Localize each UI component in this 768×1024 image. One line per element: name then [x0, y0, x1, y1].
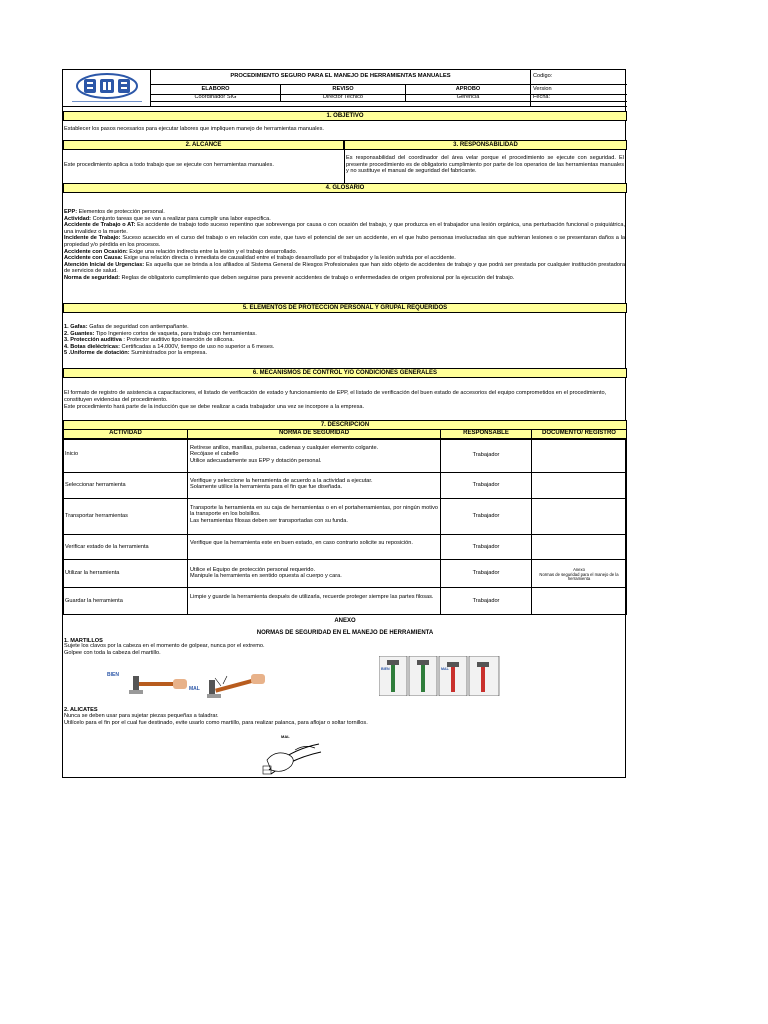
glosario-item: EPP: Elementos de protección personal. [64, 209, 165, 215]
section-objetivo-title: 1. OBJETIVO [63, 111, 627, 121]
epp-item: 4. Botas dieléctricas: Certificadas a 14.000V, tiempo de uso no superior a 6 meses. [64, 343, 275, 350]
anexo-subtitle: NORMAS DE SEGURIDAD EN EL MANEJO DE HERRAMIENTA [256, 630, 434, 636]
row-documento [531, 439, 627, 473]
section-responsabilidad-title: 3. RESPONSABILIDAD [344, 140, 627, 150]
elaboro-value: Coordinador SIG [194, 94, 237, 100]
nail-holding-illustration [379, 656, 501, 696]
glosario-item: Norma de seguridad: Reglas de obligatorio cumplimiento que deben seguirse para prevenir accidentes de trabajo o enfermedades de origen profesional por la ejecución del trabajo. [64, 274, 515, 281]
glosario-item: Actividad: Conjunto tareas que se van a realizar para cumplir una labor especifica. [64, 215, 271, 222]
glosario-item: Accidente de Trabajo o AT: Es accidente de trabajo todo suceso repentino que sobrevenga por causa o con ocasión del trabajo, y que produzca en el trabajador una lesión orgánica, una perturbación funcional o psiquiátrica, una invalidez o la muerte. [64, 222, 625, 235]
row-responsable: Trabajador [440, 498, 532, 535]
svg-text:MAL: MAL [441, 667, 449, 671]
epp-list [64, 324, 624, 357]
epp-item: 5 .Uniforme de dotación: Suministrados por la empresa. [64, 350, 207, 357]
reviso-label: REVISO [332, 86, 354, 92]
section-descripcion-title: 7. DESCRIPCION [63, 420, 627, 430]
alicates-text-2: Utilícelo para el fin por el cual fue destinado, evite usarlo como martillo, para realizar palanca, para aflojar o soltar tornillos. [64, 720, 368, 726]
row-norma: Transporte la herramienta en su caja de herramientas o en el portaherramientas, por ningún motivo la transporte en los bolsillos. Las herramientas filosas deben ser transportadas con su funda. [187, 498, 441, 535]
glosario-item: Incidente de Trabajo: Suceso acaecido en el curso del trabajo o en relación con este, que tuvo el potencial de ser un accidente, en el que hubo personas involucradas sin que sufrieran lesiones o se presentaran daños a la propiedad y/o pérdida en los procesos. [64, 235, 626, 248]
row-actividad: Utilizar la herramienta [63, 559, 188, 588]
section-mecanismos-title: 6. MECANISMOS DE CONTROL Y/O CONDICIONES GENERALES [63, 368, 627, 378]
fecha-label: Fecha: [533, 94, 551, 100]
glosario-list [64, 209, 625, 282]
anexo-title: ANEXO [334, 618, 356, 624]
row-documento [531, 534, 627, 560]
row-responsable: Trabajador [440, 534, 532, 560]
aprobo-label: APROBO [455, 86, 481, 92]
glosario-item: Accidente con Causa: Exige una relación directa o inmediata de causalidad entre el trabajo desarrollado por el trabajador y la lesión sufrida por el accidente. [64, 255, 456, 262]
col-header-actividad: ACTIVIDAD [63, 429, 188, 439]
row-norma: Utilice el Equipo de protección personal requerido. Manipule la herramienta en sentido opuesta al cuerpo y cara. [187, 559, 441, 588]
responsabilidad-text: Es responsabilidad del coordinador del área velar porque el procedimiento se ejecute con seguridad. El presente procedimiento es de obligatorio cumplimiento por parte de los operarios de las herramientas manuales y no sustituye el manual de seguridad del fabricante. [346, 155, 624, 175]
row-actividad: Verificar estado de la herramienta [63, 534, 188, 560]
epp-item: 3. Protección auditiva : Protector auditivo tipo inserción de silicona. [64, 337, 235, 344]
row-documento: Anexo Normas de seguridad para el manejo de la herramienta [531, 559, 627, 588]
epp-item: 1. Gafas: Gafas de seguridad con antiempañante. [64, 324, 189, 330]
alicates-title: 2. ALICATES [64, 707, 98, 713]
alcance-text: Este procedimiento aplica a todo trabajo que se ejecute con herramientas manuales. [64, 162, 274, 168]
row-actividad: Guardar la herramienta [63, 587, 188, 615]
glosario-item: Atención Inicial de Urgencias: Es aquella que se brinda a los afiliados al Sistema General de Riesgos Profesionales que han sido objeto de accidentes de trabajo y que podrá ser prestada por cualquier institución prestadora de servicios de salud. [64, 261, 625, 275]
mecanismos-text-1: El formato de registro de asistencia a capacitaciones, el listado de verificación de estado y funcionamiento de EPP, el listado de verificación del buen estado de accesorios del equipo comprometidos en el procedimiento, constituyen evidencias del procedimiento. [64, 390, 607, 403]
section-epp-title: 5. ELEMENTOS DE PROTECCIÓN PERSONAL Y GRUPAL REQUERIDOS [63, 303, 627, 313]
martillos-title: 1. MARTILLOS [64, 638, 103, 644]
row-responsable: Trabajador [440, 559, 532, 588]
row-responsable: Trabajador [440, 587, 532, 615]
row-actividad: Seleccionar herramienta [63, 472, 188, 499]
pliers-illustration [259, 730, 329, 776]
row-norma: Limpie y guarde la herramienta después de utilizarla, recuerde proteger siempre las partes filosas. [187, 587, 441, 615]
svg-text:MAL: MAL [189, 686, 200, 692]
codigo-label: Codigo: [533, 73, 553, 79]
row-norma: Retírese anillos, manillas, pulseras, cadenas y cualquier elemento colgante. Recójase el cabello Utilice adecuadamente sus EPP y dotación personal. [187, 439, 441, 473]
glosario-item: Accidente con Ocasión: Exige una relación indirecta entre la lesión y el trabajo desarrollado. [64, 248, 298, 255]
row-responsable: Trabajador [440, 439, 532, 473]
version-label: Version [533, 86, 552, 92]
section-alcance-title: 2. ALCANCE [63, 140, 344, 150]
col-header-responsable: RESPONSABLE [440, 429, 532, 439]
section-glosario-title: 4. GLOSARIO [63, 183, 627, 193]
row-norma: Verifique y seleccione la herramienta de acuerdo a la actividad a ejecutar. Solamente utilice la herramienta para el fin que fue diseñada. [187, 472, 441, 499]
row-documento [531, 498, 627, 535]
mecanismos-text-2: Este procedimiento hará parte de la inducción que se debe realizar a cada trabajador una vez se incorpore a la empresa. [64, 404, 365, 410]
row-actividad: Inicio [63, 439, 188, 473]
col-header-documento: DOCUMENTO/ REGISTRO [531, 429, 627, 439]
alicates-text-1: Nunca se deben usar para sujetar piezas pequeñas a taladrar. [64, 713, 219, 719]
martillos-text-2: Golpee con toda la cabeza del martillo. [64, 650, 161, 656]
procedure-document [62, 69, 626, 778]
svg-text:BIEN: BIEN [381, 667, 390, 671]
descripcion-table [63, 429, 627, 615]
row-documento [531, 587, 627, 615]
hammer-illustration [103, 664, 273, 704]
document-title: PROCEDIMIENTO SEGURO PARA EL MANEJO DE HERRAMIENTAS MANUALES [230, 73, 451, 79]
svg-text:MAL: MAL [281, 734, 290, 739]
row-norma: Verifique que la herramienta este en buen estado, en caso contrario solicite su reposición. [187, 534, 441, 560]
elaboro-label: ELABORO [201, 86, 230, 92]
reviso-value: Director Tecnico [323, 94, 363, 100]
aprobo-value: Gerencia [456, 94, 480, 100]
col-header-norma: NORMA DE SEGURIDAD [187, 429, 441, 439]
row-responsable: Trabajador [440, 472, 532, 499]
company-logo [64, 70, 150, 106]
martillos-text-1: Sujete los clavos por la cabeza en el momento de golpear, nunca por el extremo. [64, 643, 265, 649]
epp-item: 2. Guantes: Tipo Ingeniero cortos de vaqueta, para trabajo con herramientas. [64, 330, 257, 337]
svg-text:BIEN: BIEN [107, 672, 119, 678]
row-actividad: Transportar herramientas [63, 498, 188, 535]
row-documento [531, 472, 627, 499]
objetivo-text: Establecer los pasos necesarios para ejecutar labores que impliquen manejo de herramientas manuales. [64, 126, 324, 132]
